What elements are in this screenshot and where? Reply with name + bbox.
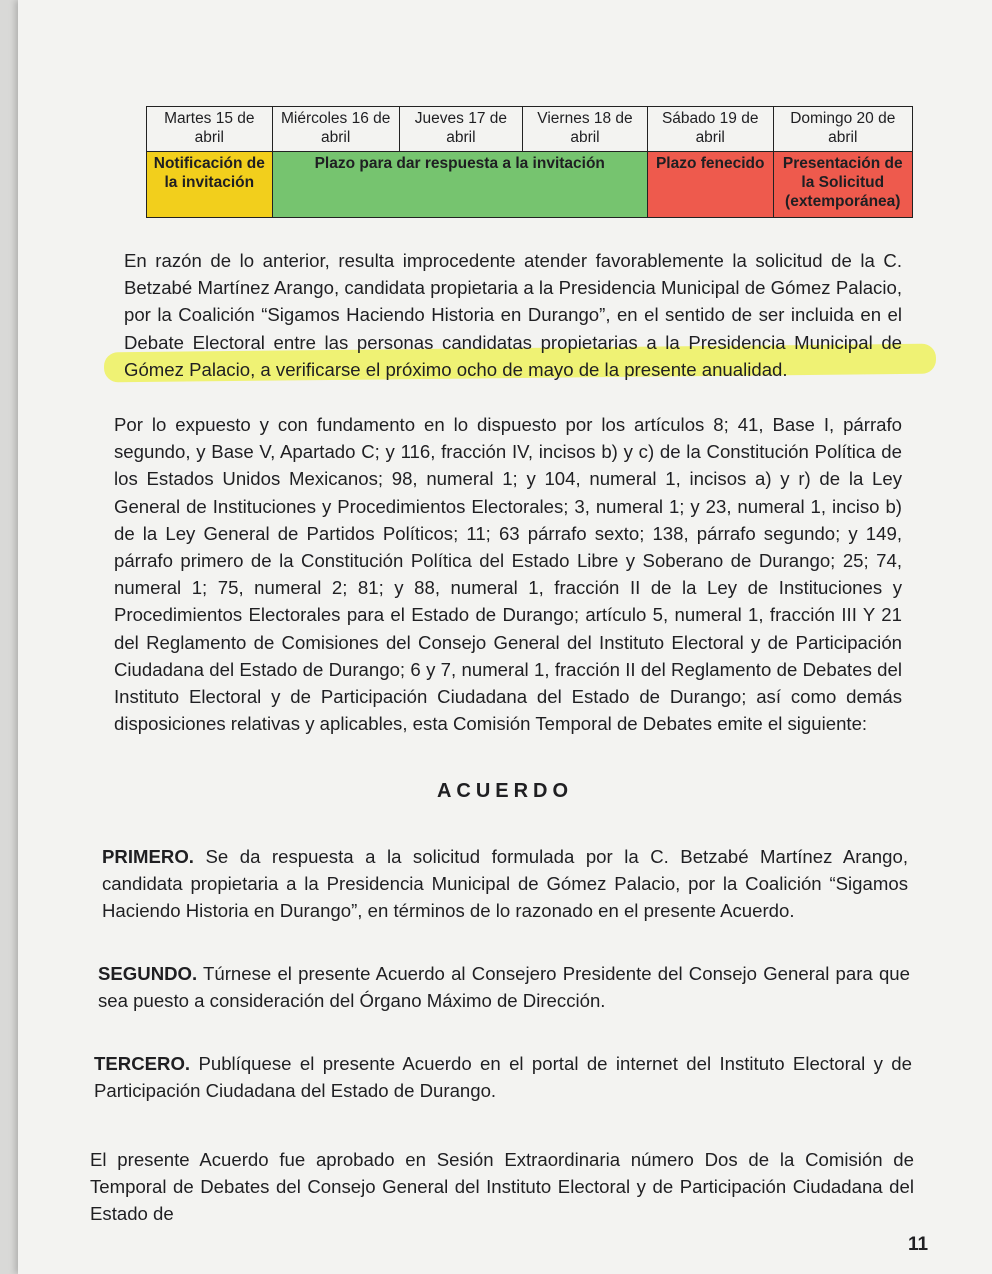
day-cell: Miércoles 16 de abril (272, 107, 399, 152)
paragraph-segundo (98, 960, 910, 1014)
day-cell: Sábado 19 de abril (647, 107, 773, 152)
paragraph-tercero (94, 1050, 912, 1104)
day-cell: Jueves 17 de abril (399, 107, 522, 152)
response-period-cell: Plazo para dar respuesta a la invitación (272, 152, 647, 218)
notification-cell: Notificación de la invitación (147, 152, 273, 218)
paragraph-primero (102, 843, 908, 925)
expired-cell: Plazo fenecido (647, 152, 773, 218)
schedule-events-row (147, 152, 913, 218)
request-cell: Presentación de la Solicitud (extemporánea) (773, 152, 912, 218)
primero-text: Se da respuesta a la solicitud formulada por la C. Betzabé Martínez Arango, candidata propietaria a la Presidencia Municipal de Gómez Palacio, por la Coalición “Sigamos Haciendo Historia en Durango”, en términos de lo razonado en el presente Acuerdo. (102, 846, 908, 922)
schedule-table (146, 106, 913, 218)
day-cell: Viernes 18 de abril (523, 107, 648, 152)
tercero-text: Publíquese el presente Acuerdo en el portal de internet del Instituto Electoral y de Participación Ciudadana del Estado de Durango. (94, 1053, 912, 1102)
segundo-label: SEGUNDO. (98, 963, 198, 984)
paragraph-closing: El presente Acuerdo fue aprobado en Sesión Extraordinaria número Dos de la Comisión de Temporal de Debates del Consejo General del Instituto Electoral y de Participación Ciudadana del Estado de (90, 1149, 914, 1225)
tercero-label: TERCERO. (94, 1053, 191, 1074)
paragraph-legal-basis: Por lo expuesto y con fundamento en lo dispuesto por los artículos 8; 41, Base I, párrafo segundo, y Base V, Apartado C; y 116, fracción IV, incisos b) y c) de la Constitución Política de los Estados Unidos Mexicanos; 98, numeral 1; y 104, numeral 1, incisos a) y r) de la Ley General de Instituciones y Procedimientos Electorales; 3, numeral 1; y 23, numeral 1, inciso b) de la Ley General de Partidos Políticos; 11; 63 párrafo sexto; 138, párrafo segundo; y 149, párrafo primero de la Constitución Política del Estado Libre y Soberano de Durango; 25; 74, numeral 1; 75, numeral 2; 81; y 88, numeral 1, fracción II de la Ley de Instituciones y Procedimientos Electorales para el Estado de Durango; artículo 5, numeral 1, fracción III Y 21 del Reglamento de Comisiones del Consejo General del Instituto Electoral y de Participación Ciudadana del Estado de Durango; 6 y 7, numeral 1, fracción II del Reglamento de Debates del Instituto Electoral y de Participación Ciudadana del Estado de Durango; así como demás disposiciones relativas y aplicables, esta Comisión Temporal de Debates emite el siguiente: (114, 414, 902, 735)
segundo-text: Túrnese el presente Acuerdo al Consejero Presidente del Consejo General para que sea puesto a consideración del Órgano Máximo de Dirección. (98, 963, 910, 1012)
primero-label: PRIMERO. (102, 846, 194, 867)
document-page (18, 0, 992, 1274)
page-number: 11 (908, 1234, 929, 1255)
day-cell: Domingo 20 de abril (773, 107, 912, 152)
day-cell: Martes 15 de abril (147, 107, 273, 152)
schedule-header-row (147, 107, 913, 152)
paragraph-reasoning: En razón de lo anterior, resulta improcedente atender favorablemente la solicitud de la C. Betzabé Martínez Arango, candidata propietaria a la Presidencia Municipal de Gómez Palacio, por la Coalición “Sigamos Haciendo Historia en Durango”, en el sentido de ser incluida en el Debate Electoral entre las personas candidatas propietarias a la Presidencia Municipal de Gómez Palacio, a verificarse el próximo ocho de mayo de la presente anualidad. (124, 250, 902, 380)
agreement-heading: ACUERDO (436, 780, 574, 802)
